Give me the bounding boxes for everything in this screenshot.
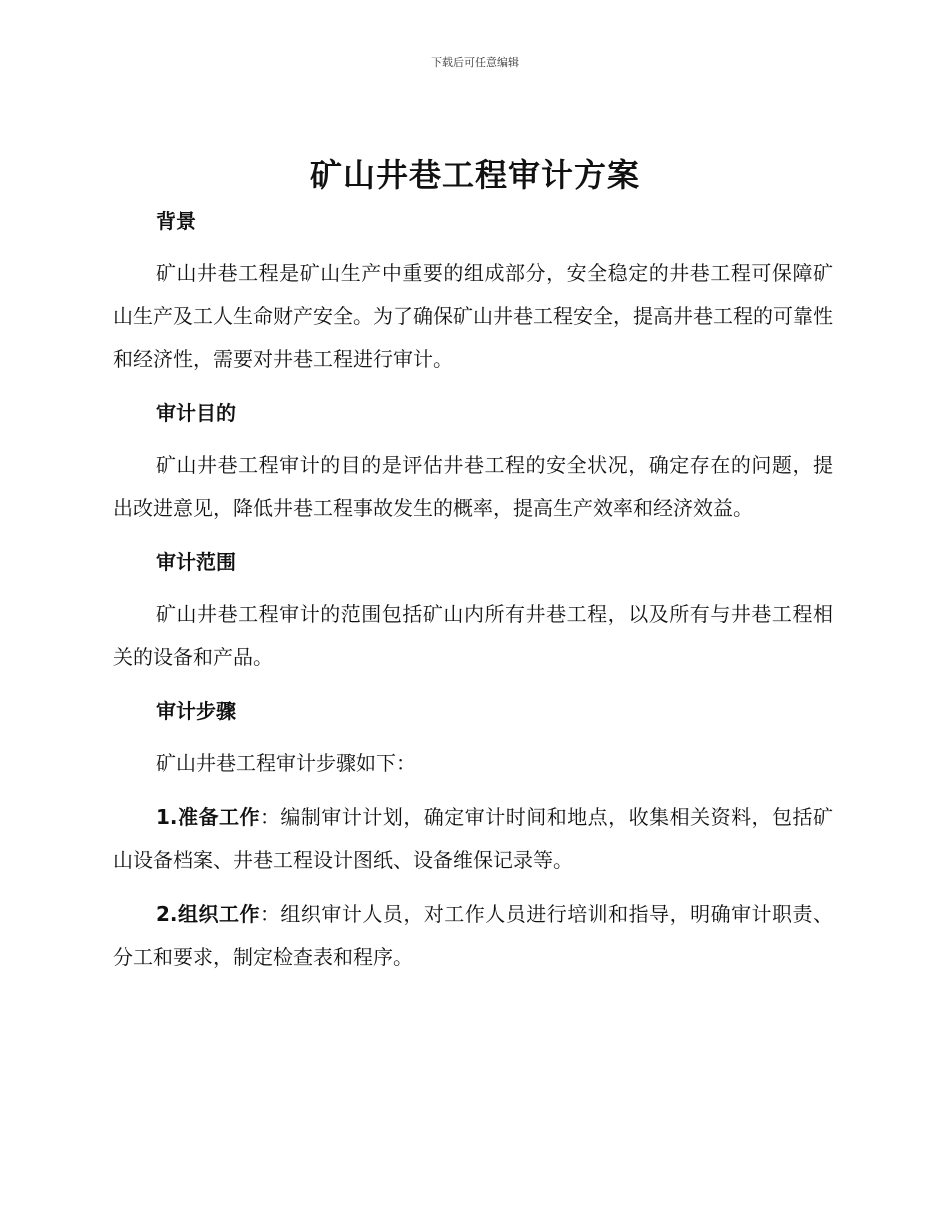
- step-label: 1.准备工作: [156, 805, 260, 829]
- step-item: [113, 796, 833, 882]
- step-item: [113, 893, 833, 979]
- paragraph-purpose: 矿山井巷工程审计的目的是评估井巷工程的安全状况，确定存在的问题，提出改进意见，降低井巷工程事故发生的概率，提高生产效率和经济效益。: [113, 453, 833, 520]
- paragraph-steps-intro: 矿山井巷工程审计步骤如下：: [156, 751, 416, 775]
- section-heading-scope: 审计范围: [156, 550, 236, 574]
- step-text: ：编制审计计划，确定审计时间和地点，收集相关资料，包括矿山设备档案、井巷工程设计图纸、设备维保记录等。: [113, 805, 834, 872]
- step-label: 2.组织工作: [156, 902, 260, 926]
- document-body: [113, 200, 833, 979]
- header-note: 下载后可任意编辑: [431, 56, 519, 69]
- paragraph-background: 矿山井巷工程是矿山生产中重要的组成部分，安全稳定的井巷工程可保障矿山生产及工人生命财产安全。为了确保矿山井巷工程安全，提高井巷工程的可靠性和经济性，需要对井巷工程进行审计。: [113, 261, 833, 371]
- section-heading-steps: 审计步骤: [156, 699, 236, 723]
- step-text: ：组织审计人员，对工作人员进行培训和指导，明确审计职责、分工和要求，制定检查表和程序。: [113, 902, 834, 969]
- section-heading-purpose: 审计目的: [156, 401, 236, 425]
- document-title: 矿山井巷工程审计方案: [309, 156, 640, 194]
- paragraph-scope: 矿山井巷工程审计的范围包括矿山内所有井巷工程，以及所有与井巷工程相关的设备和产品。: [113, 602, 833, 669]
- section-heading-background: 背景: [156, 209, 196, 233]
